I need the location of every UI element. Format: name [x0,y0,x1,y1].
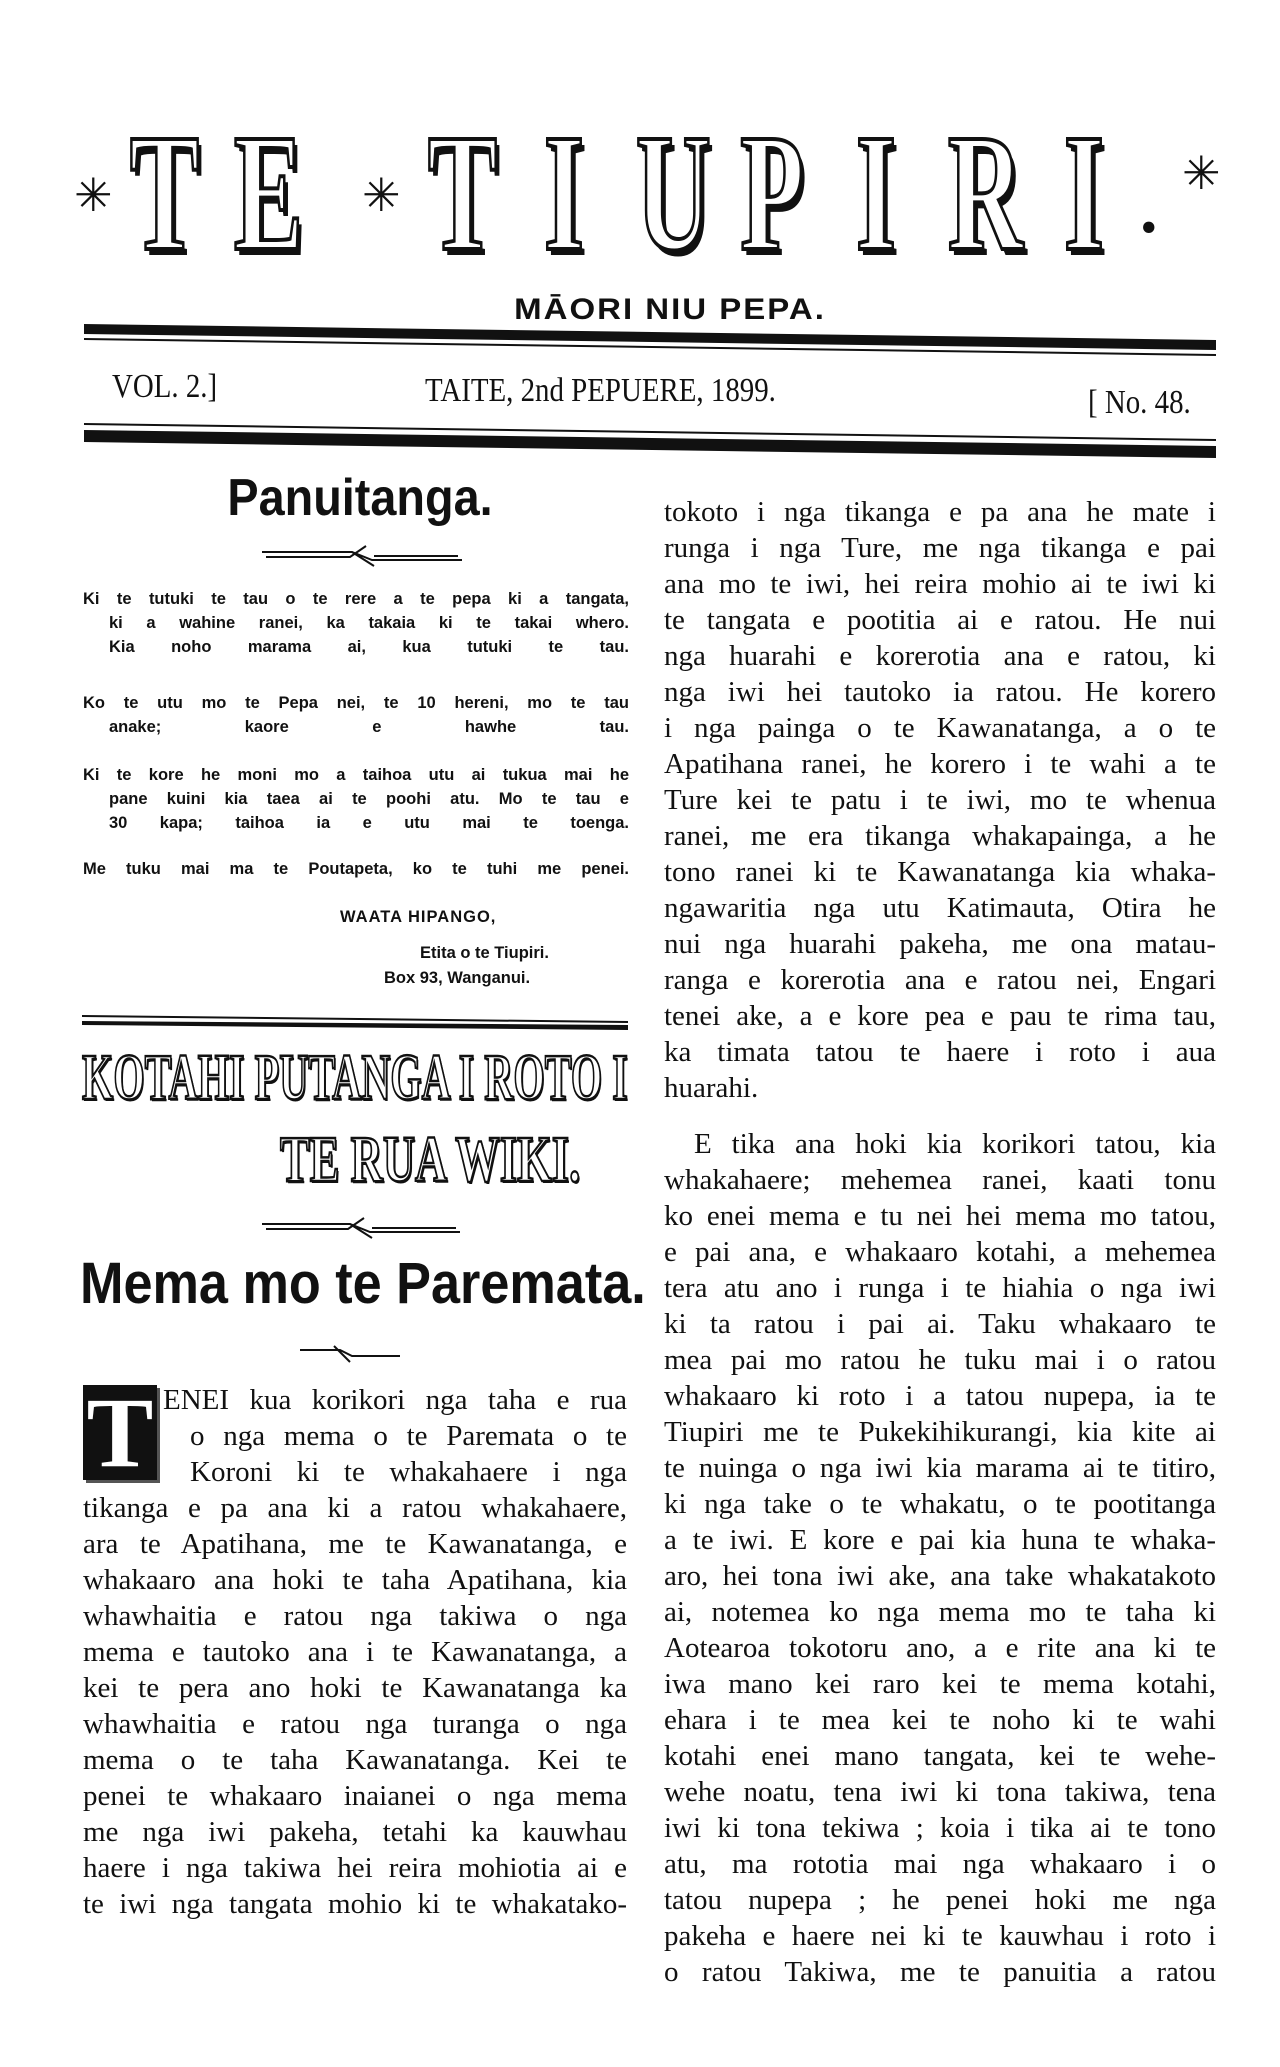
section-rule [82,1016,628,1030]
article-line: Ture kei te patu i te iwi, mo te whenua [664,784,1216,816]
signature-name: WAATA HIPANGO, [340,908,497,926]
notice-line: anake; kaore e hawhe tau. [109,718,629,736]
masthead-star-ornament-icon: ✳ [362,168,401,222]
issue-number: [ No. 48. [1088,384,1191,421]
article-line: whakahaere; mehemea ranei, kaati tonu [664,1164,1216,1196]
masthead-letter: I [543,100,585,286]
article-line: mema o te taha Kawanatanga. Kei te [83,1744,627,1776]
article-line: ana mo te iwi, hei reira mohio ai te iwi ki [664,568,1216,600]
masthead-subtitle: MĀORI NIU PEPA. [514,291,826,326]
notice-line: pane kuini kia taea ai te poohi atu. Mo te tau e [109,790,629,808]
article-line: tikanga e pa ana ki a ratou whakahaere, [83,1492,627,1524]
article-line: haere i nga takiwa hei reira mohiotia ai e [83,1852,627,1884]
article-line: nga huarahi e korerotia ana e ratou, ki [664,640,1216,672]
article-line: o ratou Takiwa, me te panuitia a ratou [664,1956,1216,1988]
article-line: te nuinga o nga iwi kia marama ai te titiro, [664,1452,1216,1484]
signature-title: Etita o te Tiupiri. [420,944,549,962]
article-line: ehara i te mea kei te noho ki te wahi [664,1704,1216,1736]
article-line: kotahi enei mano tangata, kei te wehe- [664,1740,1216,1772]
article-line: mea pai mo ratou he tuku mai i o ratou [664,1344,1216,1376]
article-line: whawhaitia e ratou nga takiwa o nga [83,1600,627,1632]
article-line: Apatihana ranei, he korero i te wahi a te [664,748,1216,780]
article-line: te iwi nga tangata mohio ki te whakatako- [83,1888,627,1920]
article-line: ki nga take o te whakatu, o te pootitanga [664,1488,1216,1520]
signature-address: Box 93, Wanganui. [384,969,531,987]
article-line: Aotearoa tokotoru ano, a e rite ana ki te [664,1632,1216,1664]
article-line: ENEI kua korikori nga taha e rua [163,1384,627,1416]
article-line: tokoto i nga tikanga e pa ana he mate i [664,496,1216,528]
article-line: whakaaro ana hoki te taha Apatihana, kia [83,1564,627,1596]
notice-line: 30 kapa; taihoa ia e utu mai te toenga. [109,814,629,832]
masthead-star-ornament-icon: ✳ [74,168,113,222]
issue-volume: VOL. 2.] [112,368,218,405]
article-line: Koroni ki te whakahaere i nga [190,1456,627,1488]
article-line: tenei ake, a e kore pea e pau te rima tau, [664,1000,1216,1032]
article-line: a te iwi. E kore e pai kia huna te whaka- [664,1524,1216,1556]
article-line: tono ranei ki te Kawanatanga kia whaka- [664,856,1216,888]
masthead-rule-bottom [84,424,1216,458]
article-line: Tiupiri me te Pukekihikurangi, kia kite ai [664,1416,1216,1448]
article-line: penei te whakaaro inaianei o nga mema [83,1780,627,1812]
article-line: aro, hei tona iwi ake, ana take whakatakoto [664,1560,1216,1592]
masthead-title-period: . [1140,171,1158,248]
issue-date: TAITE, 2nd PEPUERE, 1899. [425,372,776,409]
article-line: te tangata e pootitia ai e ratou. He nui [664,604,1216,636]
notice-line: Ki te kore he moni mo a taihoa utu ai tukua mai he [83,766,629,784]
article-line: iwi ki tona tekiwa ; koia i tika ai te tono [664,1812,1216,1844]
article-line: o nga mema o te Paremata o te [190,1420,627,1452]
divider-ornament [262,546,462,566]
article-line: wehe noatu, tena iwi ki tona takiwa, tena [664,1776,1216,1808]
masthead-letter: T [129,100,200,286]
notice-line: Ki te tutuki te tau o te rere a te pepa ki a tangata, [83,590,629,608]
article-heading: Mema mo te Paremata. [80,1251,646,1316]
article-line: mema e tautoko ana i te Kawanatanga, a [83,1636,627,1668]
masthead-star-ornament-icon: ✳ [1182,146,1221,200]
masthead-letter: U [635,100,711,286]
article-line: atu, ma rototia mai nga whakaaro i o [664,1848,1216,1880]
drop-cap: T [83,1385,157,1480]
notice-line: Ko te utu mo te Pepa nei, te 10 hereni, mo te tau [83,694,629,712]
article-line: E tika ana hoki kia korikori tatou, kia [694,1128,1216,1160]
article-line: me nga iwi pakeha, tetahi ka kauwhau [83,1816,627,1848]
divider-ornament [262,1218,460,1238]
masthead-letter: I [855,100,897,286]
masthead-letter: P [740,100,804,286]
notice-line: ki a wahine ranei, ka takaia ki te takai whero. [109,614,629,632]
article-line: huarahi. [664,1072,759,1104]
notice-line: Me tuku mai ma te Poutapeta, ko te tuhi me penei. [83,860,629,878]
masthead-letter: T [427,100,498,286]
notice-heading: Panuitanga. [227,469,493,527]
article-line: ko enei mema e tu nei hei mema mo tatou, [664,1200,1216,1232]
article-line: kei te pera ano hoki te Kawanatanga ka [83,1672,627,1704]
article-line: tera atu ano i runga i te hiahia o nga iwi [664,1272,1216,1304]
masthead-letter: E [233,100,304,286]
article-line: i nga painga o te Kawanatanga, a o te [664,712,1216,744]
masthead-rule-top [84,324,1216,355]
banner-line-2: TE RUA WIKI. [280,1123,581,1196]
article-line: iwa mano kei raro kei te mema kotahi, [664,1668,1216,1700]
article-line: ngawaritia nga utu Katimauta, Otira he [664,892,1216,924]
article-line: nui nga huarahi pakeha, me ona matau- [664,928,1216,960]
article-line: whawhaitia e ratou nga turanga o nga [83,1708,627,1740]
article-line: tatou nupepa ; he penei hoki me nga [664,1884,1216,1916]
article-line: ai, notemea ko nga mema mo te taha ki [664,1596,1216,1628]
article-line: runga i nga Ture, me nga tikanga e pai [664,532,1216,564]
divider-ornament-small [300,1346,400,1362]
masthead-letter: I [1063,100,1105,286]
article-line: nga iwi hei tautoko ia ratou. He korero [664,676,1216,708]
banner-line-1: KOTAHI PUTANGA I ROTO I [82,1041,628,1114]
article-line: ka timata tatou te haere i roto i aua [664,1036,1216,1068]
article-line: ki ta ratou i pai ai. Taku whakaaro te [664,1308,1216,1340]
article-line: e pai ana, e whakaaro kotahi, a mehemea [664,1236,1216,1268]
article-line: whakaaro ki roto i a tatou nupepa, ia te [664,1380,1216,1412]
article-line: ara te Apatihana, me te Kawanatanga, e [83,1528,627,1560]
article-line: ranga e korerotia ana e ratou nei, Engari [664,964,1216,996]
masthead-letter: R [947,100,1023,286]
notice-line: Kia noho marama ai, kua tutuki te tau. [109,638,629,656]
article-line: pakeha e haere nei ki te kauwhau i roto i [664,1920,1216,1952]
article-line: ranei, me era tikanga whakapainga, a he [664,820,1216,852]
